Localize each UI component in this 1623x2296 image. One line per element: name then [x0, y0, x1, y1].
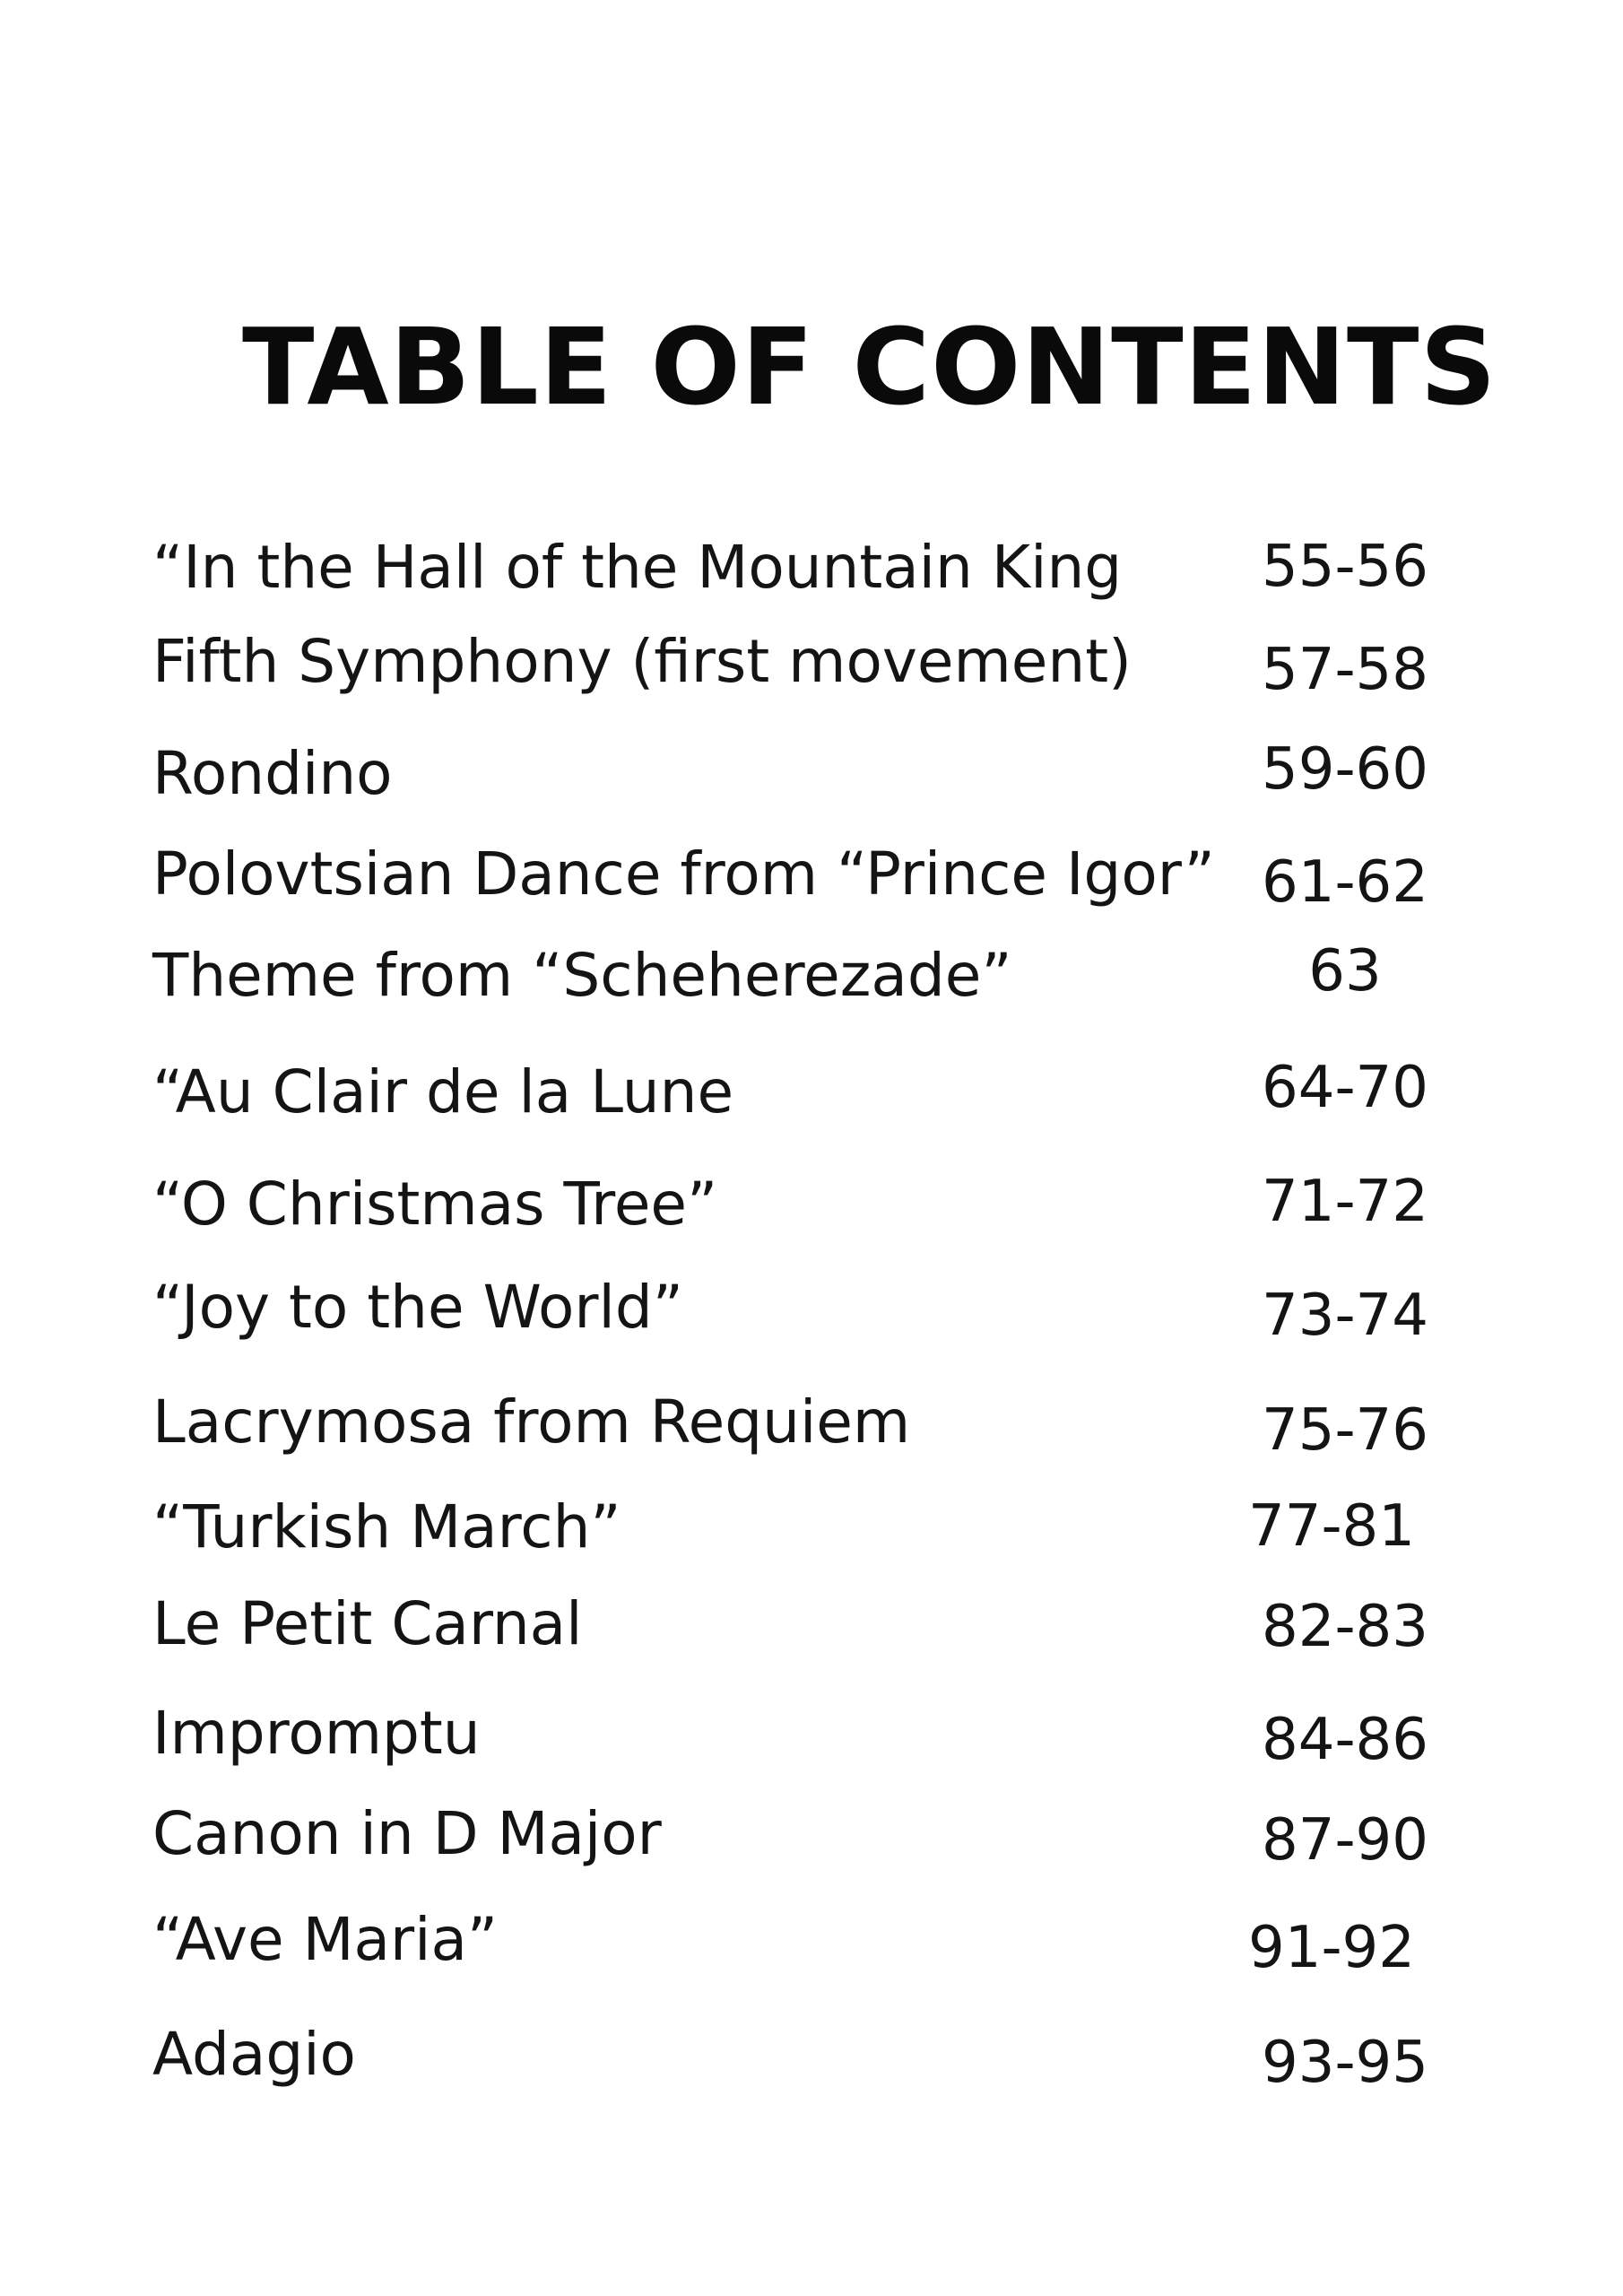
toc-entry-pages: 73-74: [1262, 1283, 1428, 1349]
toc-entry-title: “Au Clair de la Lune: [152, 1057, 734, 1126]
toc-entry: [0, 2020, 1623, 2106]
toc-entry: [0, 1492, 1623, 1578]
toc-entry-pages: 77-81: [1248, 1493, 1415, 1560]
toc-entry-title: Lacrymosa from Requiem: [152, 1387, 911, 1457]
toc-entry: [0, 1699, 1623, 1785]
toc-entry-pages: 64-70: [1262, 1055, 1428, 1121]
toc-entry-title: “O Christmas Tree”: [152, 1170, 718, 1239]
toc-entry: [0, 1273, 1623, 1359]
toc-entry-pages: 91-92: [1248, 1915, 1415, 1981]
toc-entry-title: Canon in D Major: [152, 1799, 662, 1868]
toc-entry-pages: 82-83: [1262, 1594, 1428, 1660]
toc-entry-pages: 63: [1308, 938, 1382, 1004]
toc-entry-title: Adagio: [152, 2020, 356, 2089]
toc-entry-pages: 59-60: [1262, 736, 1428, 803]
toc-entry-title: Theme from “Scheherezade”: [152, 941, 1012, 1010]
toc-entry-title: Fifth Symphony (first movement): [152, 627, 1132, 696]
toc-entry: [0, 1169, 1623, 1256]
toc-entry-title: “In the Hall of the Mountain King: [152, 533, 1123, 602]
toc-entry: [0, 736, 1623, 825]
toc-entry-title: “Turkish March”: [152, 1492, 621, 1561]
toc-entry-pages: 71-72: [1262, 1169, 1428, 1235]
toc-entry-title: “Joy to the World”: [152, 1273, 683, 1342]
toc-entry-pages: 55-56: [1262, 534, 1428, 600]
toc-entry-pages: 84-86: [1262, 1707, 1428, 1773]
toc-entry: [0, 533, 1623, 619]
toc-entry-pages: 57-58: [1262, 637, 1428, 703]
toc-entry-title: Rondino: [152, 739, 393, 808]
toc-entry-pages: 93-95: [1262, 2030, 1428, 2096]
page-title: TABLE OF CONTENTS: [242, 305, 1497, 429]
toc-entry: [0, 938, 1623, 1027]
toc-entry: [0, 839, 1623, 926]
toc-entry-title: Le Petit Carnal: [152, 1589, 583, 1658]
toc-entry-pages: 75-76: [1262, 1397, 1428, 1464]
toc-entry: [0, 1799, 1623, 1885]
toc-entry-title: Impromptu: [152, 1699, 481, 1768]
toc-entry-pages: 61-62: [1262, 849, 1428, 916]
toc-entry: [0, 627, 1623, 713]
toc-entry: [0, 1589, 1623, 1675]
toc-entry-title: “Ave Maria”: [152, 1905, 499, 1974]
toc-entry: [0, 1905, 1623, 1991]
toc-entry: [0, 1387, 1623, 1474]
toc-entry-pages: 87-90: [1262, 1807, 1428, 1874]
toc-entry-title: Polovtsian Dance from “Prince Igor”: [152, 839, 1215, 909]
toc-entry: [0, 1055, 1623, 1144]
